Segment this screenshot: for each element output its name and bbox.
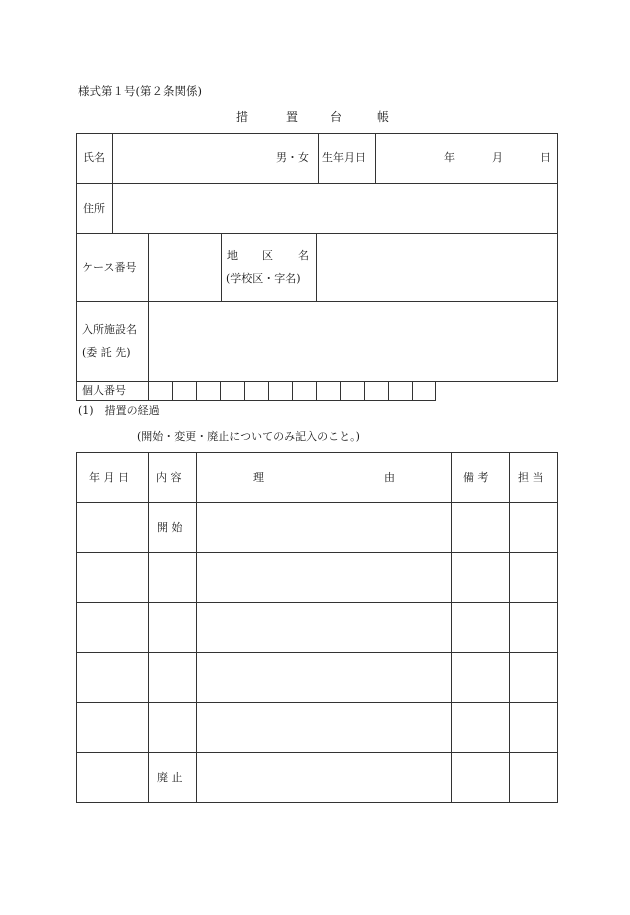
section-heading: (1) 措置の経過 <box>78 404 160 417</box>
address-field[interactable] <box>113 186 555 231</box>
birth-label: 生年月日 <box>322 151 366 164</box>
header-content: 内 容 <box>156 471 182 484</box>
facility-label-sub: (委 託 先) <box>82 346 131 359</box>
district-label-char-2: 区 <box>262 249 273 262</box>
sex-choice[interactable]: 男・女 <box>276 151 309 164</box>
table-row[interactable] <box>77 653 557 702</box>
section-note: (開始・変更・廃止についてのみ記入のこと。) <box>137 430 360 443</box>
table-row[interactable] <box>77 753 557 802</box>
table-row[interactable] <box>77 603 557 652</box>
title-char-1: 措 <box>236 110 249 124</box>
birth-unit-year: 年 <box>444 151 455 164</box>
name-label: 氏名 <box>83 151 105 164</box>
birth-date-field[interactable] <box>376 137 555 181</box>
birth-unit-day: 日 <box>540 151 551 164</box>
form-number: 様式第１号(第２条関係) <box>78 84 202 98</box>
case-number-field[interactable] <box>150 236 218 299</box>
header-date: 年 月 日 <box>89 471 129 484</box>
district-label-char-3: 名 <box>298 249 309 262</box>
facility-label: 入所施設名 <box>82 323 137 336</box>
header-reason-char-1: 理 <box>253 471 264 484</box>
case-number-label: ケース番号 <box>82 261 137 274</box>
district-label-sub: (学校区・字名) <box>226 272 301 285</box>
title-char-3: 台 <box>330 110 343 124</box>
table-row[interactable] <box>77 703 557 752</box>
title-char-2: 置 <box>286 110 299 124</box>
title-char-4: 帳 <box>377 110 390 124</box>
row-content: 開 始 <box>157 521 183 534</box>
address-label: 住所 <box>83 202 105 215</box>
header-person: 担 当 <box>518 471 544 484</box>
district-field[interactable] <box>318 236 555 299</box>
table-row[interactable] <box>77 553 557 602</box>
personal-number-label: 個人番号 <box>82 384 126 397</box>
personal-number-field[interactable] <box>149 382 435 400</box>
facility-field[interactable] <box>150 304 555 379</box>
birth-unit-month: 月 <box>492 151 503 164</box>
header-remarks: 備 考 <box>463 471 489 484</box>
header-reason-char-2: 由 <box>384 471 395 484</box>
district-label-char-1: 地 <box>227 249 238 262</box>
row-content: 廃 止 <box>157 771 183 784</box>
table-row[interactable] <box>77 503 557 552</box>
